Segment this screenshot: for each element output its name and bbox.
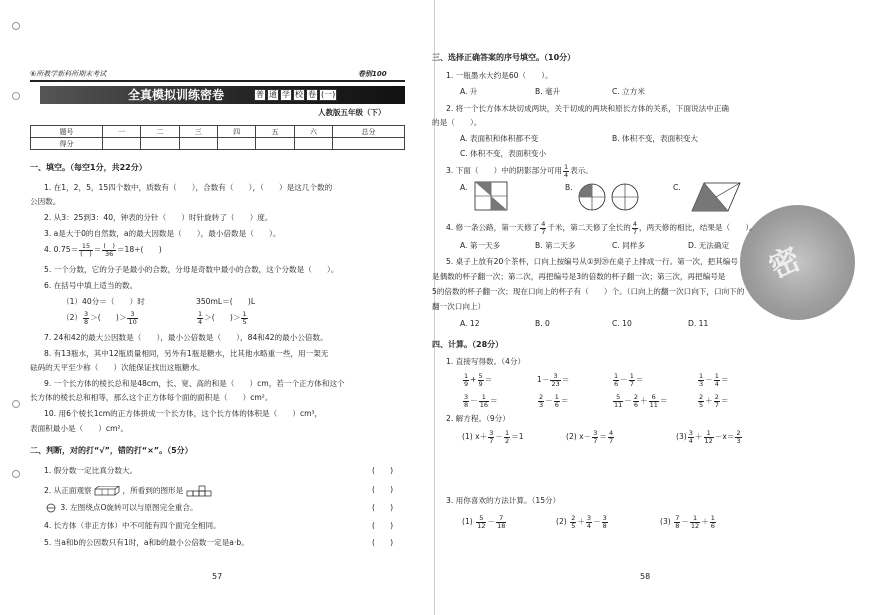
numerator: 2: [736, 429, 741, 437]
calc-expression: [612, 394, 667, 408]
score-input[interactable]: [217, 138, 255, 150]
fraction: [463, 373, 469, 387]
denominator: ( ): [80, 249, 92, 258]
block-view-icon: [186, 485, 218, 497]
option: C. 同样多: [612, 241, 645, 250]
operator: ＋: [577, 517, 585, 526]
equation: [676, 430, 743, 444]
fraction: [79, 243, 93, 257]
question: 3. a是大于0的自然数，a的最大因数是（ ），最小倍数是（ ）。: [44, 229, 281, 238]
numerator: 1: [710, 514, 715, 522]
score-cell: 题号: [31, 126, 103, 138]
text: (2): [556, 517, 567, 526]
denominator: 7: [632, 227, 638, 236]
option: A. 第一天多: [460, 241, 501, 250]
exam-title: 全真模拟训练密卷: [128, 88, 225, 102]
question: 1. 一瓶墨水大约是60（ ）。: [446, 71, 553, 80]
text: (1) x＋: [462, 432, 488, 441]
fraction: [698, 394, 704, 408]
denominator: 5: [571, 521, 576, 530]
numerator: 1: [699, 372, 704, 380]
section4-title: 四、计算。（28分）: [432, 340, 504, 349]
question: 5的倍数的杯子翻一次；现在口向上的杯子有（ ）个。（口向上的翻一次口向下，口向下的: [432, 287, 745, 296]
edition-label: 人教版五年级（下）: [318, 108, 386, 117]
shaded-parallelogram-figure-icon: [690, 182, 742, 212]
numerator: 3: [602, 514, 607, 522]
numerator: 1: [629, 372, 634, 380]
numerator: 2: [571, 514, 576, 522]
score-cell: 三: [179, 126, 217, 138]
text: (3): [676, 432, 687, 441]
answer-bracket[interactable]: ( ): [372, 485, 394, 494]
question: 2. 将一个长方体木块切成两块，关于切成的两块和原长方体的关系，下面说法中正确: [446, 104, 730, 113]
title-tag: 卷: [308, 90, 316, 99]
denominator: 3: [736, 436, 741, 445]
score-input[interactable]: [102, 138, 140, 150]
denominator: 11: [649, 400, 658, 409]
question: 砝码的天平至少称（ ）次能保证找出这瓶糖水。: [30, 363, 205, 372]
subsection-title: 3. 用你喜欢的方法计算。（15分）: [446, 496, 561, 505]
fraction: [632, 221, 638, 235]
binding-hole: [12, 22, 20, 30]
question: [62, 311, 139, 325]
numerator: 3: [593, 429, 598, 437]
binding-hole: [12, 92, 20, 100]
shaded-square-figure-icon: [474, 181, 508, 211]
score-cell: 六: [294, 126, 332, 138]
numerator: 2: [633, 393, 639, 401]
option: C.: [673, 183, 681, 192]
judgement-item: 4. 长方体（非正方体）中不可能有四个面完全相同。: [44, 521, 221, 530]
fraction: [704, 430, 714, 444]
calc-expression: [660, 515, 717, 529]
option: A. 表面积和体积都不变: [460, 134, 539, 143]
option: B. 第二天多: [535, 241, 576, 250]
denominator: 7: [629, 379, 634, 388]
fraction: [602, 515, 608, 529]
denominator: 6: [554, 400, 559, 409]
question: 5. 桌子上放有20个茶杯，口向上按编号从①到⑳在桌子上排成一行。第一次，把其编号: [446, 257, 738, 266]
fraction: [478, 373, 484, 387]
score-input[interactable]: [256, 138, 294, 150]
question: 翻一次口向上）: [432, 302, 486, 311]
text: ＞( )＞: [90, 313, 127, 322]
numerator: 3: [127, 311, 137, 319]
question: 2. 从3：25到3：40，钟表的分针（ ）时针旋转了（ ）度。: [44, 213, 273, 222]
fraction: [504, 430, 510, 444]
fraction: [586, 515, 592, 529]
calc-expression: [537, 394, 568, 408]
shaded-circles-figure-icon: [577, 182, 641, 212]
option: A. 12: [460, 319, 480, 328]
numerator: 1: [505, 429, 510, 437]
binding-hole: [12, 470, 20, 478]
option: A.: [460, 183, 468, 192]
option: B. 体积不变，表面积变大: [612, 134, 698, 143]
operator: ＝: [599, 432, 607, 441]
numerator: 4: [632, 220, 638, 228]
text: 1－: [537, 375, 550, 384]
operator: ＋: [701, 517, 709, 526]
score-cell: 四: [217, 126, 255, 138]
denominator: 7: [714, 400, 719, 409]
fraction: [102, 243, 116, 257]
header-mark: 卷别100: [358, 70, 387, 78]
equals: ＝: [659, 396, 668, 405]
question: [446, 221, 757, 235]
text: ＝: [93, 245, 102, 254]
operator: －x＝: [714, 432, 735, 441]
equals: ＝: [484, 375, 493, 384]
operator: －: [681, 517, 689, 526]
option: D. 11: [688, 319, 709, 328]
equals: ＝: [561, 375, 570, 384]
operator: ＋: [705, 396, 713, 405]
text: 4. 修一条公路，第一天修了: [446, 223, 540, 232]
text: ，两天修的相比，结果是（ ）。: [639, 223, 757, 232]
denominator: 6: [710, 521, 715, 530]
answer-bracket[interactable]: ( ): [372, 503, 394, 512]
fraction: [714, 373, 720, 387]
numerator: 5: [476, 515, 486, 523]
fraction: [241, 311, 247, 325]
page-number: 58: [640, 572, 651, 581]
score-cell: 五: [256, 126, 294, 138]
operator: +: [470, 375, 477, 384]
denominator: 5: [242, 317, 247, 326]
numerator: 1: [554, 393, 559, 401]
fraction: [538, 394, 544, 408]
judgement-item: [44, 503, 198, 513]
numerator: 1: [242, 310, 247, 318]
score-input[interactable]: [294, 138, 332, 150]
fraction: [563, 164, 569, 178]
denominator: 5: [699, 400, 704, 409]
equals: ＝: [635, 375, 644, 384]
denominator: 7: [609, 436, 614, 445]
stamp-text: 密: [763, 241, 806, 286]
option: B.: [565, 183, 573, 192]
text: ＝1: [511, 432, 524, 441]
question: [446, 164, 593, 178]
calc-expression: [556, 515, 609, 529]
subsection-title: 2. 解方程。（9分）: [446, 414, 510, 423]
fraction: [550, 373, 560, 387]
fraction: [674, 515, 680, 529]
option: C. 10: [612, 319, 632, 328]
judgement-item: [44, 485, 218, 497]
subsection-title: 1. 直接写得数。（4分）: [446, 357, 526, 366]
denominator: 4: [198, 317, 203, 326]
question: 6. 在括号中填上适当的数。: [44, 281, 138, 290]
calc-expression: [462, 373, 492, 387]
denominator: 16: [479, 400, 489, 409]
denominator: 8: [464, 400, 469, 409]
fraction: [554, 394, 560, 408]
fraction: [688, 430, 694, 444]
denominator: 11: [614, 400, 623, 409]
numerator: 3: [489, 429, 494, 437]
numerator: 2: [714, 393, 719, 401]
score-input[interactable]: [332, 138, 404, 150]
fraction: [463, 394, 469, 408]
numerator: 1: [479, 394, 489, 402]
numerator: 3: [688, 429, 693, 437]
fraction: [488, 430, 494, 444]
question: 公因数。: [30, 197, 61, 206]
denominator: 9: [478, 379, 483, 388]
text: 表示。: [570, 166, 593, 175]
text: ＞( )＞: [204, 313, 241, 322]
score-input[interactable]: [141, 138, 179, 150]
header-series: ⑥所教学新科所期末考试: [30, 70, 107, 78]
operator: －: [624, 396, 632, 405]
question: 的是（ ）。: [432, 118, 482, 127]
calc-expression: [612, 373, 643, 387]
fraction: [710, 515, 716, 529]
score-cell: 得分: [31, 138, 103, 150]
question: 350mL＝( )L: [196, 297, 256, 306]
fraction: [698, 373, 704, 387]
calc-expression: [697, 394, 728, 408]
denominator: 12: [704, 436, 713, 445]
operator: －: [545, 396, 553, 405]
numerator: 1: [198, 310, 203, 318]
denominator: 12: [690, 521, 700, 530]
option: C. 立方米: [612, 87, 645, 96]
page-number: 57: [212, 572, 223, 581]
numerator: 15: [79, 243, 93, 251]
numerator: 4: [609, 429, 614, 437]
denominator: 23: [551, 379, 560, 388]
numerator: 3: [84, 310, 89, 318]
numerator: 5: [613, 394, 623, 402]
text: 3. 下面（ ）中的阴影部分可用: [446, 166, 562, 175]
numerator: 7: [496, 515, 506, 523]
operator: ＋: [694, 432, 703, 441]
calc-expression: [537, 373, 569, 387]
fraction: [570, 515, 576, 529]
operator: －: [593, 517, 601, 526]
fraction: [613, 373, 619, 387]
score-header-row: [31, 126, 405, 138]
text: 4. 0.75＝: [44, 245, 79, 254]
numerator: 1: [690, 515, 700, 523]
denominator: 3: [539, 400, 544, 409]
text: （2）: [62, 313, 83, 322]
denominator: 12: [477, 521, 486, 530]
calc-expression: [462, 394, 498, 408]
title-tag: (一): [321, 90, 336, 99]
score-input[interactable]: [179, 138, 217, 150]
fraction: [613, 394, 623, 408]
fraction: [592, 430, 598, 444]
operator: －: [470, 396, 478, 405]
title-tag: 普: [256, 90, 264, 99]
denominator: 9: [464, 379, 469, 388]
denominator: 10: [128, 317, 137, 326]
question: 8. 有13瓶水，其中12瓶质量相同，另外有1瓶是糖水，比其他水略重一些，用一架无: [44, 349, 329, 358]
rotation-figure-icon: [44, 503, 58, 513]
title-tag: 通: [269, 90, 277, 99]
denominator: 6: [614, 379, 619, 388]
denominator: 8: [675, 521, 680, 530]
fraction: [714, 394, 720, 408]
answer-bracket[interactable]: ( ): [372, 466, 394, 475]
numerator: 1: [464, 372, 469, 380]
score-cell: 二: [141, 126, 179, 138]
fraction: [476, 515, 486, 529]
numerator: 5: [478, 372, 483, 380]
cuboid-icon: [94, 486, 120, 496]
equals: ＝: [560, 396, 569, 405]
denominator: 7: [541, 227, 546, 236]
text: (3): [660, 517, 671, 526]
text: (2) x－: [566, 432, 592, 441]
denominator: 7: [593, 436, 598, 445]
question: 表面积最小是（ ）cm²。: [30, 424, 129, 433]
operator: ＋: [640, 396, 648, 405]
operator: －: [495, 432, 503, 441]
fraction: [649, 394, 659, 408]
numerator: 6: [649, 394, 659, 402]
denominator: 6: [633, 400, 639, 409]
option: C. 体积不变，表面积变小: [460, 149, 547, 158]
numerator: 2: [699, 393, 704, 401]
judgement-item: 5. 当a和b的公因数只有1时，a和b的最小公倍数一定是a·b。: [44, 538, 249, 547]
text: 千米，第二天修了全长的: [547, 223, 631, 232]
section3-title: 三、选择正确答案的序号填空。（10分）: [432, 53, 576, 62]
option: A. 升: [460, 87, 478, 96]
operator: －: [487, 517, 496, 526]
question: 长方体的棱长总和相等，那么这个正方体每个面的面积是（ ）cm²。: [30, 393, 273, 402]
fraction: [496, 515, 506, 529]
fraction: [197, 311, 203, 325]
numerator: 7: [675, 514, 680, 522]
judgement-item: 1. 假分数一定比真分数大。: [44, 466, 138, 475]
question: [196, 311, 249, 325]
header-rule: [30, 80, 405, 82]
question: 是偶数的杯子翻一次；第二次，再把编号是3的倍数的杯子翻一次；第三次，再把编号是: [432, 272, 726, 281]
denominator: 7: [489, 436, 494, 445]
text: 2. 从正面观察: [44, 486, 92, 495]
option: B. 0: [535, 319, 550, 328]
text: ＝18÷( ): [116, 245, 162, 254]
equals: ＝: [720, 375, 729, 384]
numerator: 1: [614, 372, 619, 380]
section2-title: 二、判断，对的打“√”，错的打“×”。（5分）: [30, 446, 193, 455]
numerator: 2: [539, 393, 544, 401]
fraction: [540, 221, 546, 235]
calc-expression: [697, 373, 728, 387]
denominator: 4: [563, 170, 569, 179]
numerator: 1: [714, 372, 719, 380]
option: B. 毫升: [535, 87, 561, 96]
equation: [566, 430, 615, 444]
section1-title: 一、填空。（每空1分，共22分）: [30, 163, 147, 172]
title-tag: 校: [295, 90, 303, 99]
numerator: 3: [586, 514, 592, 522]
fraction: [83, 311, 89, 325]
calc-expression: [462, 515, 507, 529]
equals: ＝: [720, 396, 729, 405]
equals: ＝: [490, 396, 498, 405]
text: (1): [462, 517, 473, 526]
fraction: [629, 373, 635, 387]
denominator: 36: [104, 249, 114, 258]
question: 7. 24和42的最大公因数是（ ），最小公倍数是（ ），84和42的最小公倍数。: [44, 333, 328, 342]
numerator: ( ): [103, 242, 115, 250]
question: 9. 一个长方体的棱长总和是48cm，长、宽、高的和是（ ）cm，若一个正方体和这个: [44, 379, 345, 388]
numerator: 3: [550, 373, 560, 381]
numerator: 1: [704, 430, 714, 438]
option: D. 无法确定: [688, 241, 730, 250]
text: ，所看到的图形是: [122, 486, 184, 495]
answer-bracket[interactable]: ( ): [372, 538, 394, 547]
denominator: 2: [505, 436, 510, 445]
binding-hole: [12, 400, 20, 408]
question: 10. 用6个棱长1cm的正方体拼成一个长方体，这个长方体的体积是（ ）cm³，: [44, 409, 323, 418]
denominator: 18: [497, 521, 506, 530]
score-cell: 一: [102, 126, 140, 138]
denominator: 8: [602, 521, 607, 530]
score-value-row: [31, 138, 405, 150]
operator: －: [705, 375, 713, 384]
fraction: [479, 394, 489, 408]
fraction: [735, 430, 741, 444]
title-tags: [254, 89, 338, 101]
numerator: 4: [541, 220, 546, 228]
fraction: [608, 430, 614, 444]
score-table: [30, 125, 405, 150]
text: 3. 左图绕点O旋转可以与原图完全重合。: [60, 503, 198, 512]
operator: －: [620, 375, 628, 384]
numerator: 3: [464, 393, 469, 401]
title-tag: 学: [282, 90, 290, 99]
question: [44, 243, 162, 257]
denominator: 4: [714, 379, 719, 388]
fraction: [127, 311, 137, 325]
fraction: [633, 394, 639, 408]
answer-bracket[interactable]: ( ): [372, 521, 394, 530]
numerator: 1: [563, 163, 569, 171]
score-cell: 总分: [332, 126, 404, 138]
denominator: 4: [688, 436, 693, 445]
question: 1. 在1，2，5，15四个数中，质数有（ ），合数有（ ），（ ）是这几个数的: [44, 183, 333, 192]
equation: [462, 430, 524, 444]
fraction: [690, 515, 700, 529]
question: 5. 一个分数，它的分子是最小的合数，分母是奇数中最小的合数，这个分数是（ ）。: [44, 265, 339, 274]
denominator: 8: [84, 317, 89, 326]
denominator: 4: [586, 521, 592, 530]
question: （1）40分＝（ ）时: [62, 297, 145, 306]
denominator: 3: [699, 379, 704, 388]
